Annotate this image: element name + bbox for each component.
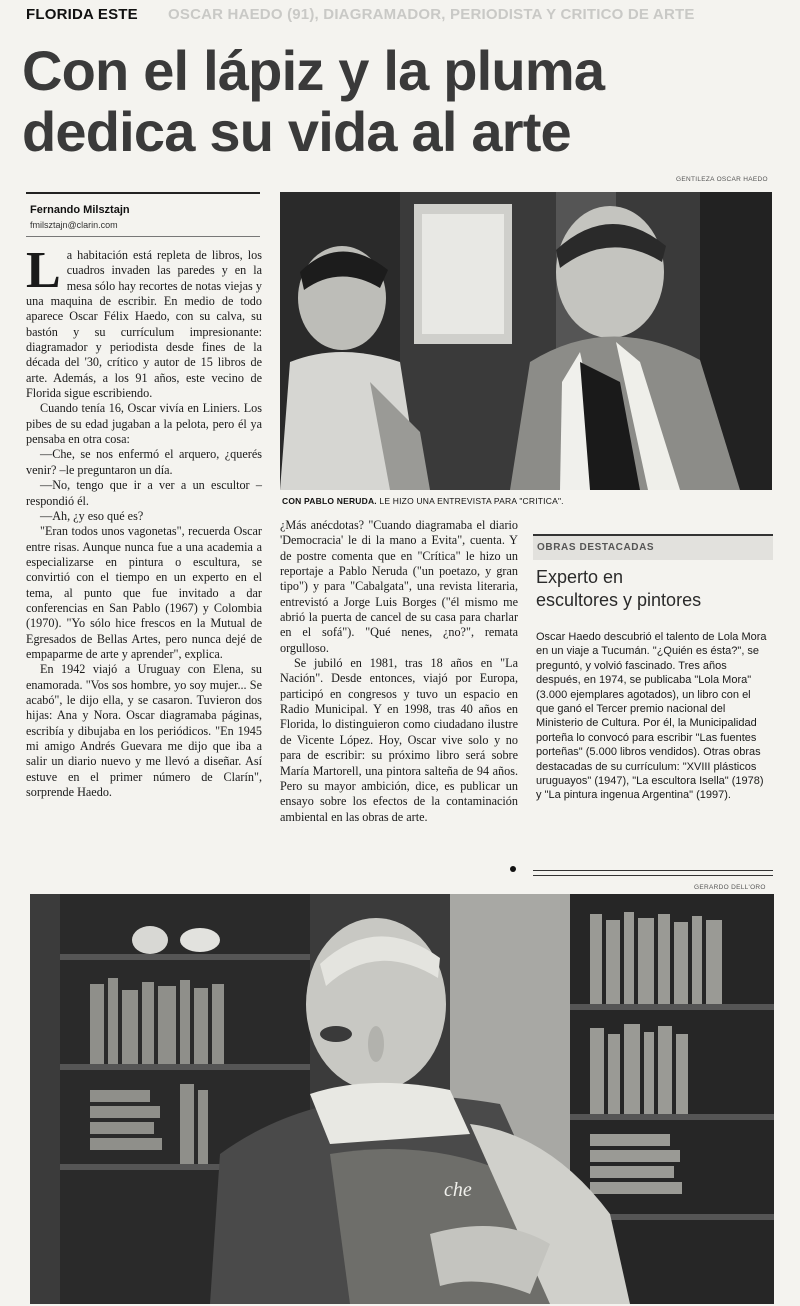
paragraph: —Ah, ¿y eso qué es? <box>40 508 144 523</box>
paragraph: ¿Más anécdotas? "Cuando diagramaba el diario 'Democracia' le di la mano a Evita", cuenta. Y de postre comenta que en "Crítica" le hizo un reportaje a Pablo Neruda ("un poetazo, y gran tipo") y para "Cabalgata", una revista literaria, entrevistó a Jorge Luis Borges ("él mismo me abrió la puerta de cancel de su casa para charlar en el sofá"). "Qué nenes, ¿no?", remata orgulloso. <box>280 518 518 655</box>
author-name: Fernando Milsztajn <box>30 204 130 216</box>
paragraph: —No, tengo que ir a ver a un escultor –respondió él. <box>26 478 262 508</box>
photo-haedo-neruda <box>280 192 772 490</box>
drop-cap: L <box>26 242 61 299</box>
author-email[interactable]: fmilsztajn@clarin.com <box>30 220 118 230</box>
paragraph: "Eran todos unos vagonetas", recuerda Oscar entre risas. Aunque nunca fue a una academia a especializarse en pintura o escultura, se convirtió con el tiempo en un experto en el tema, al punto que fue invitado a dar conferencias en San Pablo (1967) y Colombia (1970). "Yo sólo hice frescos en la Mutual de Egresados de Bellas Artes, pero nunca dejé de empaparme de arte y aprender", explica. <box>26 524 262 661</box>
headline <box>22 40 782 162</box>
end-bullet <box>510 866 516 872</box>
paragraph: Se jubiló en 1981, tras 18 años en "La Nación". Desde entonces, viajó por Europa, participó en congresos y tuvo un espacio en Radio Municipal. Y en 1998, tras 40 años en Florida, lo distinguieron como ciudadano ilustre de Vicente López. Hoy, Oscar vive solo y no para de escribir: su próximo libro será sobre María Martorell, una pintora salteña de 94 años. Pero su mayor ambición, dice, es publicar un ensayo sobre los efectos de la contaminación ambiental en las obras de arte. <box>280 656 518 824</box>
paragraph: La habitación está repleta de libros, los cuadros invaden las paredes y en la mesa sólo hay recortes de notas viejas y una maquina de escribir. En medio de todo aparece Oscar Félix Haedo, con su calva, su bastón y su currículum impresionante: diagramador y periodista desde fines de la década del '30, crítico y autor de 15 libros de arte. Además, a los 91 años, este vecino de Florida sigue escribiendo. <box>26 242 262 401</box>
headline-line-2: dedica su vida al arte <box>22 100 571 163</box>
shirt-logo-text: che <box>444 1179 472 1201</box>
sidebar-title: Experto en escultores y pintores <box>536 567 702 610</box>
article-column-2 <box>280 518 518 825</box>
sidebar-header-bar <box>533 534 773 560</box>
photo-haedo-library <box>30 894 774 1304</box>
paragraph: En 1942 viajó a Uruguay con Elena, su enamorada. "Vos sos hombre, yo soy mujer... Se acabó", le dijo ella, y se casaron. Tuvieron dos hijas: Ana y Nora. Oscar diagramaba páginas, escribía y dibujaba en los periódicos. "En 1945 mi amigo Andrés Guevara me dijo que iba a salir un diario nuevo y me llevó a diseñar. Así estuve en el primer número de Clarín", sorprende Haedo. <box>26 662 262 800</box>
sidebar-label: OBRAS DESTACADAS <box>537 542 655 553</box>
paragraph: —Che, se nos enfermó el arquero, ¿querés venir? –le preguntaron un día. <box>26 447 262 477</box>
section-label: FLORIDA ESTE <box>26 6 138 23</box>
paragraph: Cuando tenía 16, Oscar vivía en Liniers. Los pibes de su edad jugaban a la pelota, pero él ya pensaba en otra cosa: <box>26 401 262 447</box>
top-photo-credit: GENTILEZA OSCAR HAEDO <box>676 176 768 183</box>
photo-haedo-library-drawing <box>30 894 774 1304</box>
article-column-1 <box>26 242 262 800</box>
kicker-line: OSCAR HAEDO (91), DIAGRAMADOR, PERIODISTA Y CRITICO DE ARTE <box>168 6 695 23</box>
sidebar-box <box>533 534 773 876</box>
sidebar-body: Oscar Haedo descubrió el talento de Lola Mora en un viaje a Tucumán. "¿Quién es ésta?", se preguntó, y volvió fascinado. Tres años después, en 1974, se publicaba "Lola Mora" (3.000 ejemplares agotados), un libro con el que ganó el Tercer premio nacional del Ministerio de Cultura. Por él, la Municipalidad porteña lo convocó para escribir "Las fuentes porteñas" (5.000 libros vendidos). Otras obras destacadas de su currículum: "XVIII plásticos uruguayos" (1947), "La escultora Isella" (1978) y "La pintura ingenua Argentina" (1997). <box>536 631 767 802</box>
photo-caption: CON PABLO NERUDA. LE HIZO UNA ENTREVISTA PARA "CRITICA". <box>282 496 564 506</box>
sidebar-bottom-rule <box>533 870 773 876</box>
byline <box>26 192 260 237</box>
photo-haedo-neruda-drawing <box>280 192 772 490</box>
headline-line-1: Con el lápiz y la pluma <box>22 39 605 102</box>
bottom-photo-credit: GERARDO DELL'ORO <box>694 884 766 891</box>
